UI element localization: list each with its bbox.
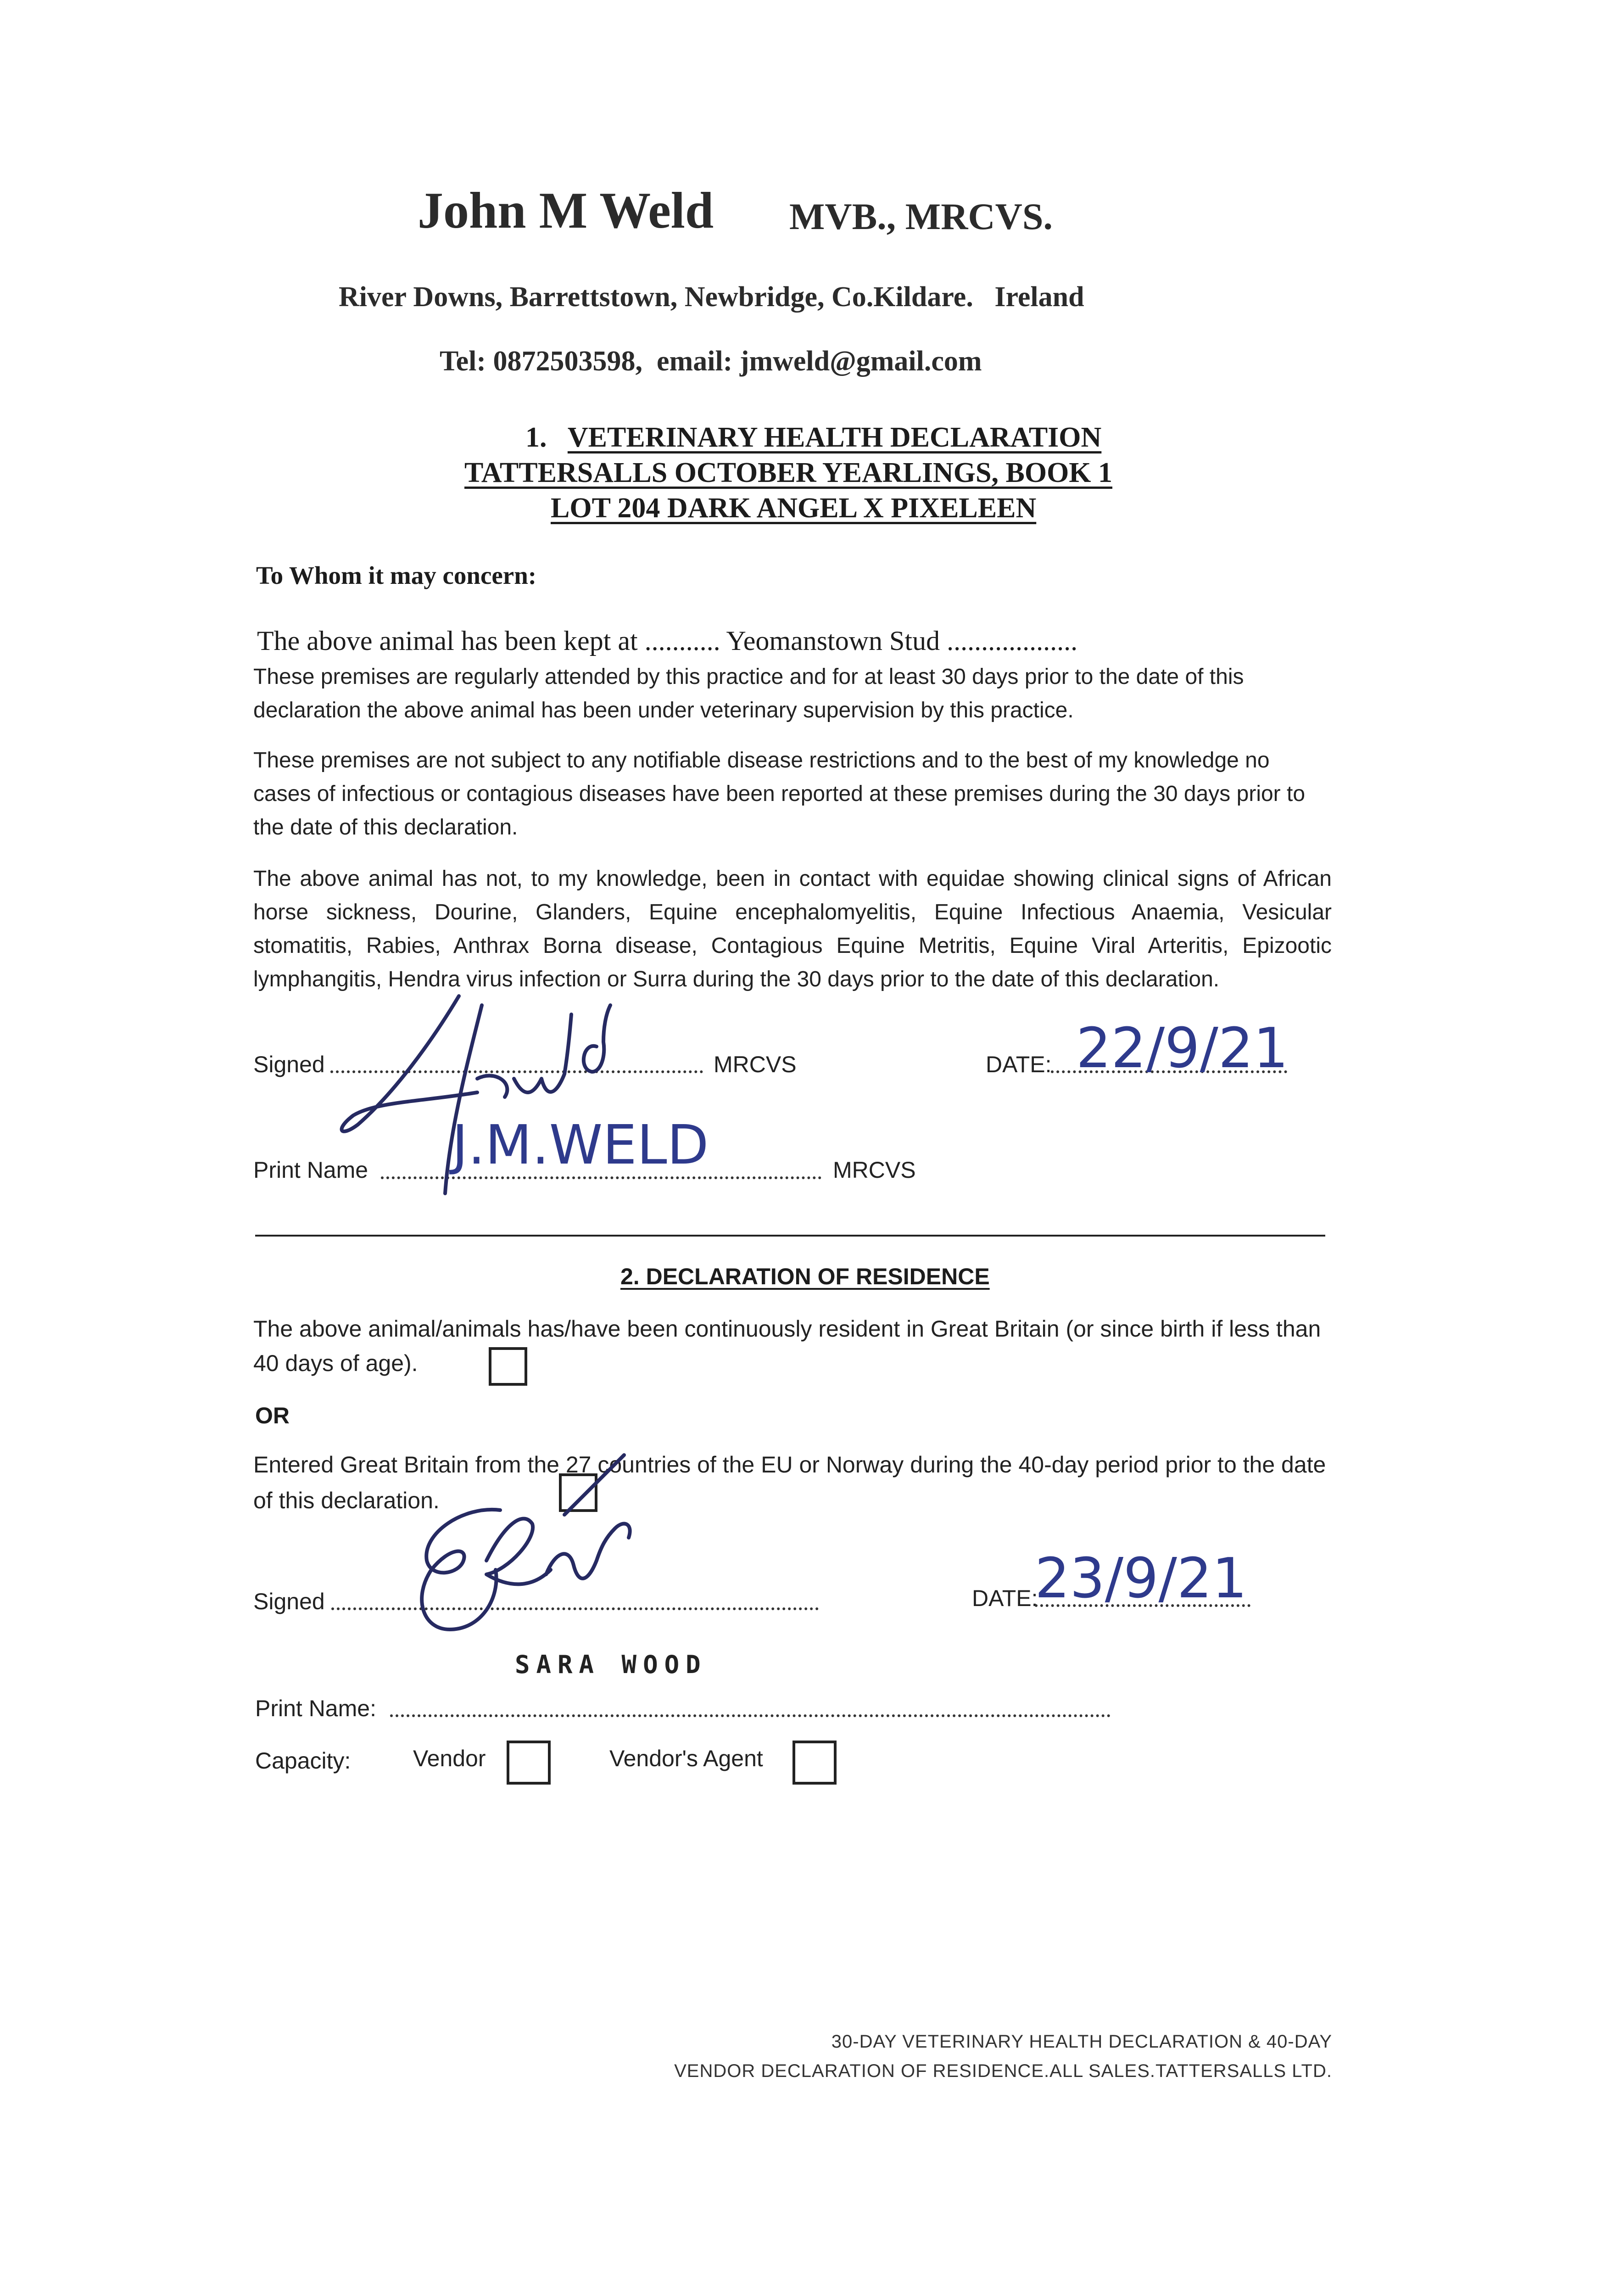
agent-checkbox[interactable] bbox=[792, 1741, 837, 1785]
vet-mrcvs-label: MRCVS bbox=[714, 1052, 797, 1077]
section-divider bbox=[255, 1235, 1325, 1237]
section1-title: VETERINARY HEALTH DECLARATION bbox=[567, 422, 1102, 453]
vet-contact: Tel: 0872503598, email: jmweld@gmail.com bbox=[440, 346, 982, 377]
vet-signed-label: Signed bbox=[253, 1052, 325, 1077]
footer-line1: 30-DAY VETERINARY HEALTH DECLARATION & 40-DAY bbox=[831, 2032, 1332, 2052]
kept-at-line bbox=[257, 625, 1077, 657]
vendor-date-value: 23/9/21 bbox=[1035, 1547, 1247, 1611]
vendor-print-name-value: SARA WOOD bbox=[515, 1650, 707, 1679]
vendor-print-name-label: Print Name: bbox=[255, 1696, 376, 1721]
kept-suffix: ................... bbox=[947, 626, 1078, 656]
vet-address: River Downs, Barrettstown, Newbridge, Co.Kildare. Ireland bbox=[339, 281, 1084, 313]
vet-name: John M Weld bbox=[418, 182, 714, 239]
vet-signature bbox=[340, 978, 652, 1207]
vendor-print-name-line[interactable] bbox=[390, 1714, 1111, 1717]
vet-print-mrcvs-label: MRCVS bbox=[833, 1157, 916, 1183]
capacity-label: Capacity: bbox=[255, 1748, 351, 1774]
vendor-checkbox[interactable] bbox=[507, 1741, 551, 1785]
section1-number: 1. bbox=[525, 422, 547, 453]
kept-location: Yeomanstown Stud bbox=[726, 626, 940, 656]
or-label: OR bbox=[255, 1403, 290, 1428]
vet-qualifications: MVB., MRCVS. bbox=[789, 196, 1053, 237]
entered-paragraph: Entered Great Britain from the 27 countries of the EU or Norway during the 40-day period prior to the date of this declaration. bbox=[253, 1452, 1326, 1513]
section1-title-line3: LOT 204 DARK ANGEL X PIXELEEN bbox=[551, 493, 1037, 524]
vendor-date-label: DATE: bbox=[972, 1585, 1038, 1611]
section1-title-line1 bbox=[525, 421, 1101, 454]
agent-option-label: Vendor's Agent bbox=[609, 1746, 763, 1771]
footer-line2: VENDOR DECLARATION OF RESIDENCE.ALL SALES.TATTERSALLS LTD. bbox=[674, 2061, 1332, 2081]
vet-date-value: 22/9/21 bbox=[1076, 1017, 1289, 1080]
residence-paragraph: The above animal/animals has/have been continuously resident in Great Britain (or since birth if less than 40 days of age). bbox=[253, 1316, 1321, 1376]
kept-prefix: The above animal has been kept at ........... bbox=[257, 626, 720, 656]
section1-title-line2: TATTERSALLS OCTOBER YEARLINGS, BOOK 1 bbox=[464, 457, 1113, 488]
section2-title: 2. DECLARATION OF RESIDENCE bbox=[620, 1264, 990, 1289]
salutation: To Whom it may concern: bbox=[256, 561, 537, 589]
resident-checkbox[interactable] bbox=[489, 1347, 527, 1386]
vendor-signed-label: Signed bbox=[253, 1589, 325, 1614]
vet-date-label: DATE: bbox=[986, 1052, 1052, 1077]
vet-print-name-value: J.M.WELD bbox=[452, 1113, 709, 1176]
vendor-option-label: Vendor bbox=[413, 1746, 486, 1771]
vendor-signature bbox=[395, 1496, 652, 1643]
restrictions-paragraph: These premises are not subject to any notifiable disease restrictions and to the best of my knowledge no cases of infectious or contagious diseases have been reported at these premises during the 30 days prior to the date of this declaration. bbox=[253, 748, 1306, 840]
vet-print-name-label: Print Name bbox=[253, 1157, 368, 1183]
contact-paragraph: The above animal has not, to my knowledge, been in contact with equidae showing clinical signs of African horse sickness, Dourine, Glanders, Equine encephalomyelitis, Equine Infectious Anaemia, Vesicular stomatitis, Rabies, Anthrax Borna disease, Contagious Equine Metritis, Equine Viral Arteritis, Epizootic lymphangitis, Hendra virus infection or Surra during the 30 days prior to the date of this declaration. bbox=[253, 867, 1332, 991]
supervision-paragraph: These premises are regularly attended by this practice and for at least 30 days prior to the date of this declaration the above animal has been under veterinary supervision by this practice. bbox=[253, 665, 1244, 722]
